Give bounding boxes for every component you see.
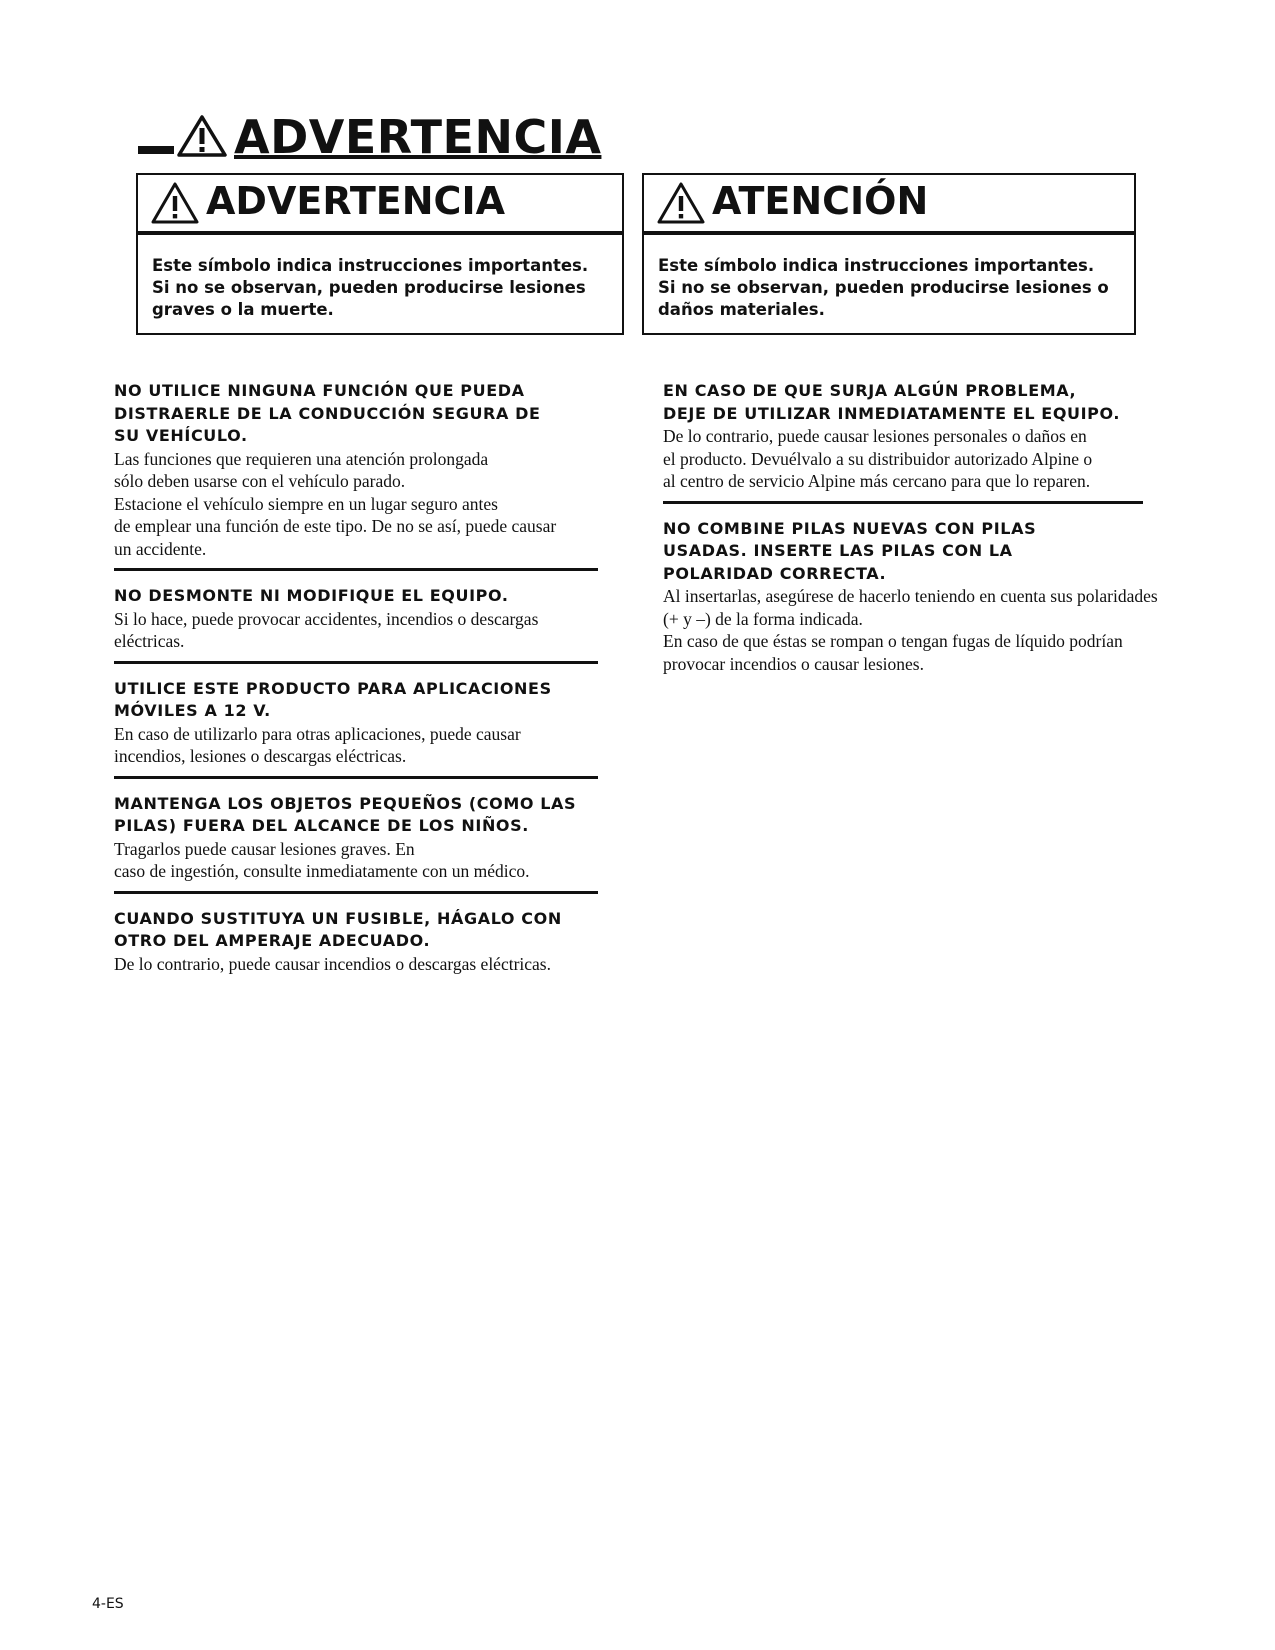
caution-signal-box [642,173,1136,335]
body-line: De lo contrario, puede causar lesiones personales o daños en [663,426,1087,446]
section-title [114,380,598,448]
title-line: NO DESMONTE NI MODIFIQUE EL EQUIPO. [114,586,509,605]
warning-section [663,518,1158,684]
title-line: CUANDO SUSTITUYA UN FUSIBLE, HÁGALO CON [114,908,562,928]
body-line: un accidente. [114,538,207,559]
body-line: En caso de que éstas se rompan o tengan fugas de líquido podrían [663,631,1123,651]
title-line: USADAS. INSERTE LAS PILAS CON LA [663,541,1013,560]
right-column [663,380,1158,697]
title-line: NO UTILICE NINGUNA FUNCIÓN QUE PUEDA [114,381,525,400]
warning-section [114,678,598,779]
body-line: incendios, lesiones o descargas eléctricas. [114,746,407,766]
body-line: sólo deben usarse con el vehículo parado. [114,471,406,491]
title-line: NO COMBINE PILAS NUEVAS CON PILAS [663,518,1037,538]
body-line: En caso de utilizarlo para otras aplicaciones, puede causar [114,723,521,744]
title-line: EN CASO DE QUE SURJA ALGÚN PROBLEMA, [663,381,1077,400]
body-line: Tragarlos puede causar lesiones graves. En [114,838,415,859]
section-title [114,908,598,953]
body-line: el producto. Devuélvalo a su distribuidor autorizado Alpine o [663,448,1093,469]
warning-section [114,380,598,571]
signal-line: Este símbolo indica instrucciones importantes. [152,256,589,275]
warning-triangle-icon [656,181,706,230]
title-line: MÓVILES A 12 V. [114,701,271,720]
section-title [114,678,598,723]
body-line: al centro de servicio Alpine más cercano para que lo reparen. [663,471,1091,491]
signal-line: Si no se observan, pueden producirse lesiones o [658,278,1109,297]
title-line: UTILICE ESTE PRODUCTO PARA APLICACIONES [114,678,552,698]
warning-section [114,585,598,664]
title-line: MANTENGA LOS OBJETOS PEQUEÑOS (COMO LAS [114,793,577,813]
signal-line: graves o la muerte. [152,300,334,319]
section-title [663,380,1143,425]
body-line: caso de ingestión, consulte inmediatamente con un médico. [114,861,530,881]
section-body [114,608,598,653]
page-title: ADVERTENCIA [234,110,602,164]
warning-triangle-icon [176,114,228,163]
signal-description [644,235,1134,321]
signal-label: ADVERTENCIA [206,179,505,223]
title-line: POLARIDAD CORRECTA. [663,563,887,583]
section-body [663,425,1143,493]
body-line: Las funciones que requieren una atención prolongada [114,448,489,469]
page-number: 4-ES [92,1596,124,1612]
title-line: OTRO DEL AMPERAJE ADECUADO. [114,931,431,950]
page-header [138,110,602,164]
body-line: de emplear una función de este tipo. De no se así, puede causar [114,516,557,536]
body-line: eléctricas. [114,631,185,651]
body-line: Estacione el vehículo siempre en un lugar seguro antes [114,493,498,514]
section-body [114,953,598,976]
signal-header [644,175,1134,235]
header-bar [138,146,174,154]
body-line: De lo contrario, puede causar incendios o descargas eléctricas. [114,953,551,974]
signal-line: Este símbolo indica instrucciones importantes. [658,256,1095,275]
section-body [114,723,598,768]
section-body [663,585,1158,675]
body-line: provocar incendios o causar lesiones. [663,653,924,674]
section-title [114,793,598,838]
section-title [114,585,598,608]
section-body [114,448,598,561]
section-body [114,838,598,883]
left-column [114,380,598,997]
warning-section [663,380,1143,504]
warning-triangle-icon [150,181,200,230]
title-line: PILAS) FUERA DEL ALCANCE DE LOS NIÑOS. [114,816,529,835]
warning-signal-box [136,173,624,335]
body-line: (+ y –) de la forma indicada. [663,608,863,629]
section-title [663,518,1143,586]
body-line: Si lo hace, puede provocar accidentes, incendios o descargas [114,608,539,629]
title-line: DISTRAERLE DE LA CONDUCCIÓN SEGURA DE [114,403,541,423]
signal-header [138,175,622,235]
title-line: SU VEHÍCULO. [114,426,248,445]
body-line: Al insertarlas, asegúrese de hacerlo teniendo en cuenta sus polaridades [663,586,1158,606]
signal-line: daños materiales. [658,300,825,319]
signal-label: ATENCIÓN [712,179,929,223]
warning-section [114,908,598,984]
warning-section [114,793,598,894]
signal-line: Si no se observan, pueden producirse lesiones [152,278,586,297]
title-line: DEJE DE UTILIZAR INMEDIATAMENTE EL EQUIPO. [663,403,1121,423]
signal-description [138,235,622,321]
